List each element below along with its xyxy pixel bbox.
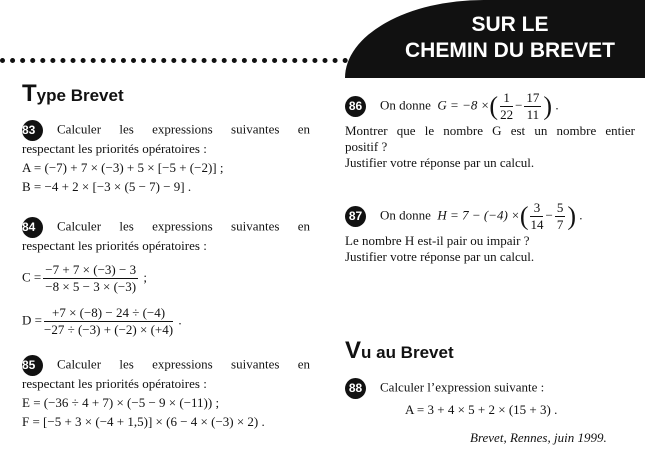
text: 5 — [556, 200, 564, 215]
text: ; — [143, 269, 147, 285]
exercise-85 — [22, 355, 310, 430]
text: 1 — [500, 90, 513, 107]
text: D = — [22, 312, 42, 328]
expression-b: B = −4 + 2 × [−3 × (5 − 7) − 9] . — [22, 179, 192, 194]
text: Calculer l’expression suivante : — [380, 379, 545, 395]
text: 86 — [345, 96, 366, 117]
text: respectant les priorités opératoires : — [22, 376, 207, 391]
dotted-divider — [0, 58, 348, 63]
exercise-number: 83 — [22, 120, 43, 141]
exercise-83 — [22, 120, 310, 195]
chapter-banner — [345, 0, 645, 78]
banner-line-2: CHEMIN DU BREVET — [404, 39, 615, 62]
text: 88 — [345, 378, 366, 399]
text: Calculer les expressions suivantes en — [57, 356, 310, 372]
text: respectant les priorités opératoires : — [22, 238, 207, 253]
text: positif ? — [345, 139, 388, 154]
text: u au Brevet — [361, 343, 454, 362]
exercise-87: 87 On donne H = 7 − (−4) ×( $\frac{3}{14}$ − $\frac{5}{7}$ ) . Le nombre H est-il pair ou impair ? Justifier votre réponse par un calcul. — [345, 200, 635, 265]
text: respectant les priorités opératoires : — [22, 141, 207, 156]
text: V — [345, 337, 362, 364]
text: ype Brevet — [36, 86, 124, 105]
expression-f: F = [−5 + 3 × (−4 + 1,5)] × (6 − 4 × (−3) × 2) . — [22, 414, 265, 429]
expression-d — [22, 305, 310, 338]
text: Montrer que le nombre G est un nombre entier — [345, 123, 635, 138]
text: 87 — [345, 206, 366, 227]
text: 14 — [530, 217, 544, 232]
text: H = 7 − (−4) × — [437, 207, 520, 223]
text: −27 ÷ (−3) + (−2) × (+4) — [43, 322, 174, 337]
text: −7 + 7 × (−3) − 3 — [45, 262, 137, 277]
text: Calculer les expressions suivantes en — [57, 218, 310, 234]
exercise-88 — [345, 378, 635, 418]
text: Justifier votre réponse par un calcul. — [345, 249, 535, 264]
text: Justifier votre réponse par un calcul. — [345, 155, 535, 170]
text: T — [22, 80, 37, 107]
text: 85 — [22, 355, 43, 376]
text: On donne — [380, 97, 431, 113]
text: C = — [22, 269, 42, 285]
text: 84 — [22, 217, 43, 238]
text: . — [178, 312, 182, 328]
section-heading-type-brevet — [22, 80, 124, 108]
expression-e: E = (−36 ÷ 4 + 7) × (−5 − 9 × (−11)) ; — [22, 395, 220, 410]
text: 3 — [530, 200, 543, 217]
expression-a: A = (−7) + 7 × (−3) + 5 × [−5 + (−2)] ; — [22, 160, 224, 175]
text: 11 — [526, 107, 540, 122]
text: +7 × (−8) − 24 ÷ (−4) — [44, 305, 173, 322]
exercise-84 — [22, 217, 310, 338]
text: 22 — [500, 107, 514, 122]
expression-a: A = 3 + 4 × 5 + 2 × (15 + 3) . — [405, 402, 558, 417]
text: −8 × 5 − 3 × (−3) — [45, 279, 137, 294]
exercise-86: 86 On donne G = −8 ×( $\frac{1}{22}$ − $\frac{17}{11}$ ) . Montrer que le nombre G est un nombre entier positif ? Justifier votre réponse par un calcul. — [345, 90, 635, 170]
expression-c — [22, 262, 310, 295]
text: On donne — [380, 207, 431, 223]
text: Calculer les expressions suivantes en — [57, 121, 310, 137]
source-citation: Brevet, Rennes, juin 1999. — [470, 430, 607, 445]
section-heading-vu-au-brevet — [345, 337, 454, 365]
text: 17 — [526, 90, 540, 105]
banner-line-1: SUR LE — [471, 13, 549, 36]
text: G = −8 × — [437, 97, 490, 113]
text: 7 — [556, 217, 564, 232]
text: Le nombre H est-il pair ou impair ? — [345, 233, 530, 248]
